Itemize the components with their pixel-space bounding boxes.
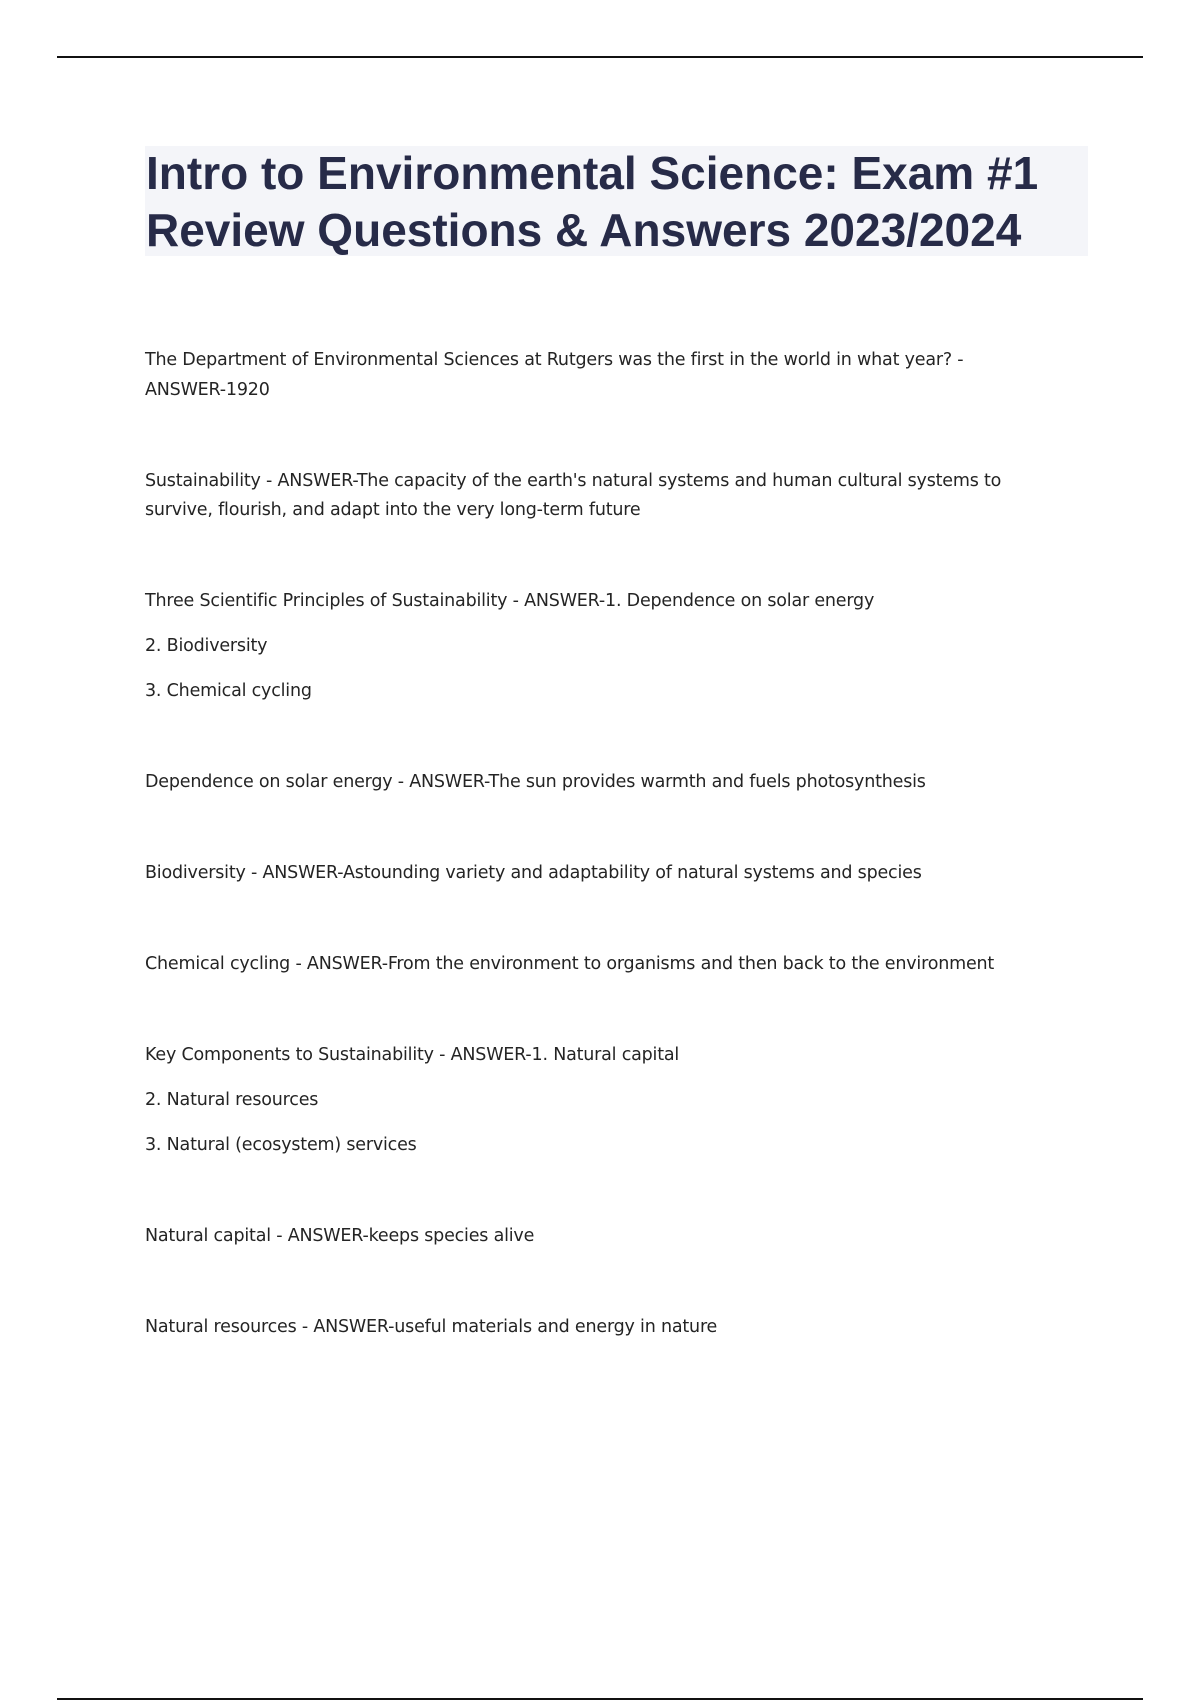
qa-line: 3. Chemical cycling [145, 681, 312, 701]
qa-line: Natural capital - ANSWER-keeps species alive [145, 1226, 535, 1246]
qa-line: Chemical cycling - ANSWER-From the environment to organisms and then back to the environment [145, 954, 995, 974]
qa-line: Sustainability - ANSWER-The capacity of the earth's natural systems and human cultural systems to [145, 471, 1002, 491]
qa-line: Biodiversity - ANSWER-Astounding variety and adaptability of natural systems and species [145, 863, 922, 883]
qa-line: 2. Biodiversity [145, 636, 268, 656]
document-title-line-2: Review Questions & Answers 2023/2024 [146, 204, 1022, 256]
qa-line: ANSWER-1920 [145, 380, 270, 400]
top-rule [57, 56, 1143, 58]
qa-line: Three Scientific Principles of Sustainability - ANSWER-1. Dependence on solar energy [145, 591, 875, 611]
qa-line: Key Components to Sustainability - ANSWER-1. Natural capital [145, 1045, 680, 1065]
document-title-line-1: Intro to Environmental Science: Exam #1 [146, 147, 1039, 199]
qa-line: survive, flourish, and adapt into the very long-term future [145, 500, 641, 520]
qa-line: The Department of Environmental Sciences at Rutgers was the first in the world in what year? - [145, 350, 964, 370]
qa-line: Dependence on solar energy - ANSWER-The sun provides warmth and fuels photosynthesis [145, 772, 926, 792]
qa-line: 2. Natural resources [145, 1090, 319, 1110]
qa-line: Natural resources - ANSWER-useful materials and energy in nature [145, 1317, 718, 1337]
qa-line: 3. Natural (ecosystem) services [145, 1135, 417, 1155]
